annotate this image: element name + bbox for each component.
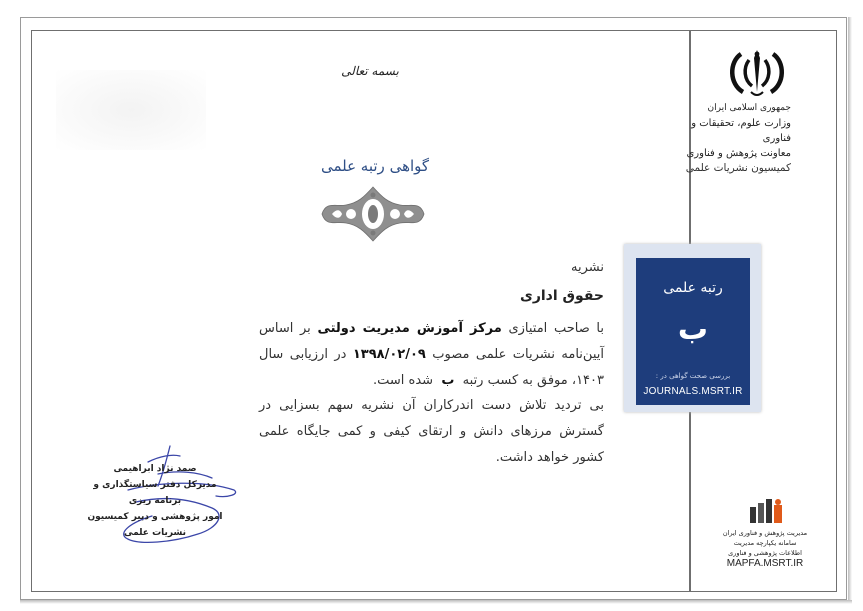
owner-prefix: با صاحب امتیازی: [508, 321, 604, 336]
frame-shadow-right: [848, 17, 852, 601]
country-line: جمهوری اسلامی ایران: [707, 103, 791, 113]
signatory-name: صمد نژاد ابراهیمی: [113, 464, 197, 474]
grade-badge-panel: [636, 258, 750, 405]
owner-name: مرکز آموزش مدیریت دولتی: [317, 321, 502, 336]
verification-text: بررسی صحت گواهی در :: [655, 372, 731, 380]
badge-grade: ب: [677, 312, 709, 347]
regulation-text: بر اساس آیین‌نامه نشریات علمی مصوب: [259, 321, 604, 362]
badge-label: رتبه علمی: [663, 280, 723, 296]
certificate-title: گواهی رتبه علمی: [320, 157, 430, 175]
deputy-name: معاونت پژوهش و فناوری: [686, 148, 791, 159]
mapfa-url[interactable]: MAPFA.MSRT.IR: [726, 558, 804, 569]
mapfa-line-1: مدیریت پژوهش و فناوری ایران: [722, 529, 808, 537]
closing-paragraph: بی تردید تلاش دست اندرکاران آن نشریه سهم بسزایی در گسترش مرزهای دانش و ارتقای کیفی و کمی جایگاه علمی کشور خواهد داشت.: [259, 398, 604, 465]
ornament-icon: [318, 183, 428, 245]
mapfa-line-3: اطلاعات پژوهشی و فناوری: [728, 549, 802, 557]
frame-shadow-bottom: [20, 600, 852, 604]
signatory-title-3: نشریات علمی: [123, 528, 187, 538]
faded-logo: [56, 70, 206, 150]
approval-date: ۱۳۹۸/۰۲/۰۹: [352, 347, 426, 362]
mapfa-logo-icon: [748, 497, 786, 525]
mapfa-line-2: سامانه یکپارچه مدیریت: [733, 539, 797, 547]
signatory-title-2: امور پژوهشی و دبیر کمیسیون: [87, 512, 223, 522]
mapfa-description: [716, 528, 814, 558]
commission-name: کمیسیون نشریات علمی: [685, 162, 791, 174]
signatory-block: [80, 461, 230, 541]
journal-name: حقوق اداری: [519, 288, 604, 304]
journal-label: نشریه: [571, 260, 604, 275]
grade-inline: ب: [441, 373, 455, 388]
certificate-paragraph: [259, 316, 604, 394]
evaluation-text: در ارزیابی سال ۱۴۰۳، موفق به کسب رتبه: [259, 347, 604, 388]
result-text: شده است.: [373, 373, 434, 388]
ministry-name: وزارت علوم، تحقیقات و فناوری: [691, 118, 791, 144]
ministry-header: [661, 101, 791, 176]
signatory-title-1: مدیرکل دفتر سیاستگذاری و برنامه ریزی: [93, 480, 217, 506]
verification-url[interactable]: JOURNALS.MSRT.IR: [643, 386, 743, 397]
grade-badge: [624, 244, 761, 412]
iran-emblem-icon: [727, 48, 787, 100]
bismillah: بسمه تعالی: [341, 64, 399, 78]
